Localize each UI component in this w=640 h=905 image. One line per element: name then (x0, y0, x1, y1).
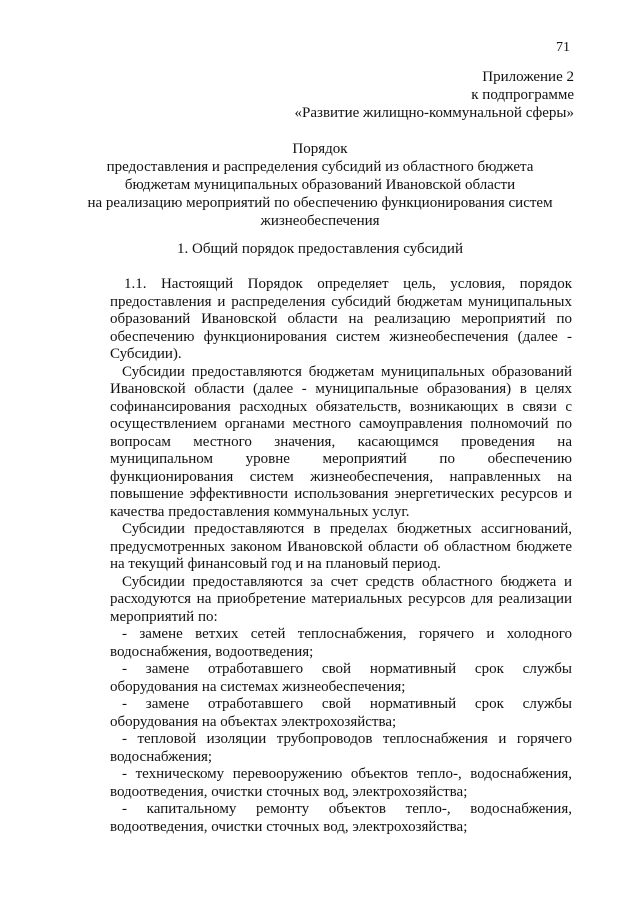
appendix-header (295, 68, 574, 122)
document-body (110, 276, 572, 836)
appendix-line: «Развитие жилищно-коммунальной сферы» (294, 105, 574, 121)
list-item: - техническому перевооружению объектов тепло-, водоснабжения, водоотведения, очистки сточных вод, электрохозяйства; (110, 766, 572, 800)
list-item: - капитальному ремонту объектов тепло-, водоснабжения, водоотведения, очистки сточных вод, электрохозяйства; (110, 801, 572, 835)
document-title (70, 140, 570, 230)
title-line: на реализацию мероприятий по обеспечению функционирования систем (87, 195, 553, 211)
list-item: - замене отработавшего свой нормативный срок службы оборудования на объектах электрохозяйства; (110, 696, 572, 730)
paragraph: Субсидии предоставляются бюджетам муниципальных образований Ивановской области (далее - муниципальные образования) в целях софинансирования расходных обязательств, возникающих в связи с осуществлением органами местного самоуправления полномочий по вопросам местного значения, касающимся проведения на муниципальном уровне мероприятий по обеспечению функционирования систем жизнеобеспечения, направленных на повышение эффективности использования энергетических ресурсов и качества предоставления коммунальных услуг. (110, 363, 572, 520)
paragraph: Субсидии предоставляются за счет средств областного бюджета и расходуются на приобретение материальных ресурсов для реализации мероприятий по: (110, 573, 572, 625)
title-line: бюджетам муниципальных образований Ивановской области (124, 177, 516, 193)
list-item: - замене отработавшего свой нормативный срок службы оборудования на системах жизнеобеспечения; (110, 661, 572, 695)
appendix-line: Приложение 2 (482, 69, 574, 85)
list-item: - замене ветхих сетей теплоснабжения, горячего и холодного водоснабжения, водоотведения; (110, 626, 572, 660)
title-line: предоставления и распределения субсидий из областного бюджета (106, 159, 534, 175)
title-line: жизнеобеспечения (260, 213, 380, 229)
appendix-line: к подпрограмме (471, 87, 574, 103)
title-line: Порядок (292, 141, 348, 157)
list-item: - тепловой изоляции трубопроводов теплоснабжения и горячего водоснабжения; (110, 731, 572, 765)
paragraph: 1.1. Настоящий Порядок определяет цель, условия, порядок предоставления и распределения субсидий бюджетам муниципальных образований Ивановской области на реализацию мероприятий по обеспечению функционирования систем жизнеобеспечения (далее - Субсидии). (110, 276, 572, 362)
page-number: 71 (556, 40, 570, 55)
section-heading: 1. Общий порядок предоставления субсидий (177, 241, 463, 257)
paragraph: Субсидии предоставляются в пределах бюджетных ассигнований, предусмотренных законом Ивановской области об областном бюджете на текущий финансовый год и на плановый период. (110, 521, 572, 572)
